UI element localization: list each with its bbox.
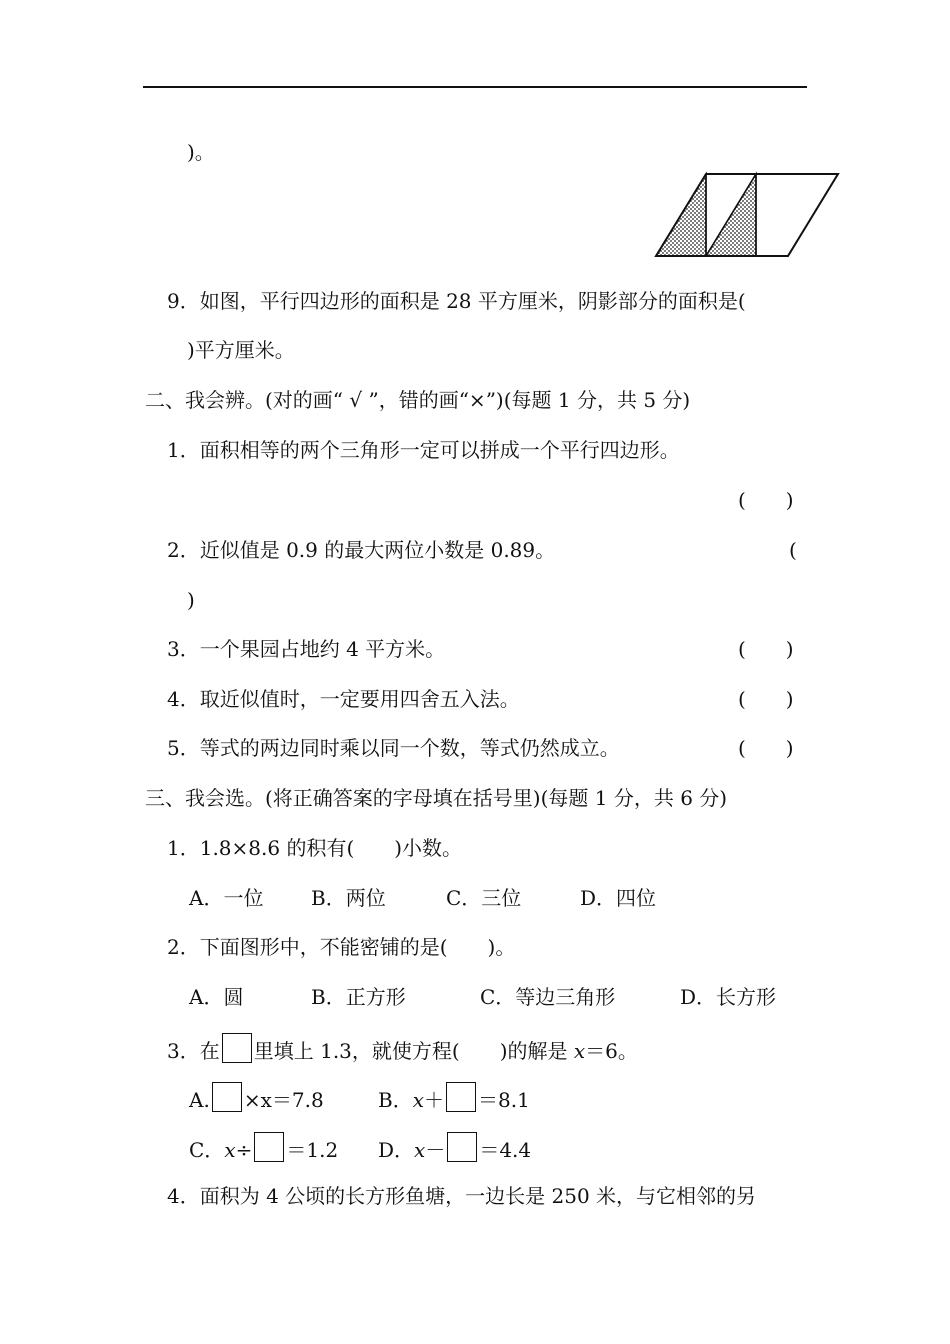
s2-item-3: 3．一个果园占地约 4 平方米。 <box>167 637 446 661</box>
s3-q3-option-a-label: A. <box>189 1088 210 1112</box>
s2-item-3-answer-paren[interactable]: ( ) <box>738 637 794 661</box>
s3-q3-option-b[interactable] <box>378 1082 530 1114</box>
blank-box <box>447 1132 477 1162</box>
s3-q3-option-d[interactable] <box>378 1132 531 1164</box>
s3-q3-option-d-label: D． <box>378 1138 415 1162</box>
s3-q3-option-b-rest: ＝8.1 <box>477 1088 530 1112</box>
s3-q4-stem: 4．面积为 4 公顷的长方形鱼塘，一边长是 250 米，与它相邻的另 <box>167 1184 757 1208</box>
s3-q1-option-d[interactable]: D．四位 <box>580 886 657 910</box>
s2-item-2-paren-open[interactable]: ( <box>789 538 797 562</box>
s3-q3-option-d-var: x <box>414 1138 426 1162</box>
s3-q3-option-b-var: x <box>412 1088 424 1112</box>
s3-q1-stem: 1．1.8×8.6 的积有( )小数。 <box>167 836 463 860</box>
s3-q1-option-b[interactable]: B．两位 <box>311 886 386 910</box>
s3-q3-option-c-var: x <box>224 1138 236 1162</box>
s3-q3-stem-part-a: 3．在 <box>167 1039 220 1063</box>
s3-q3-option-b-label: B． <box>378 1088 413 1112</box>
s3-q3-option-c-rest: ＝1.2 <box>286 1138 339 1162</box>
s3-q3-option-a[interactable] <box>189 1082 324 1114</box>
s3-q2-stem: 2．下面图形中，不能密铺的是( )。 <box>167 935 516 959</box>
s2-item-5: 5．等式的两边同时乘以同一个数，等式仍然成立。 <box>167 736 620 760</box>
q9-line1: 9．如图，平行四边形的面积是 28 平方厘米，阴影部分的面积是( <box>167 289 746 313</box>
header-rule <box>143 86 807 88</box>
q9-line2: )平方厘米。 <box>187 338 295 362</box>
s3-q3-option-d-rest: ＝4.4 <box>479 1138 532 1162</box>
s3-q3-option-d-op: － <box>425 1138 446 1162</box>
top-fragment: )。 <box>187 140 215 164</box>
blank-box <box>254 1132 284 1162</box>
blank-box <box>446 1082 476 1112</box>
s2-item-4-answer-paren[interactable]: ( ) <box>738 687 794 711</box>
s3-q3-option-c-label: C． <box>189 1138 225 1162</box>
s3-q2-option-a[interactable]: A．圆 <box>189 985 244 1009</box>
s3-q3-option-a-times: ×x <box>243 1088 272 1112</box>
s3-q2-option-b[interactable]: B．正方形 <box>311 985 406 1009</box>
s3-q2-option-d[interactable]: D．长方形 <box>680 985 777 1009</box>
blank-box <box>222 1033 252 1063</box>
s2-item-1: 1．面积相等的两个三角形一定可以拼成一个平行四边形。 <box>167 438 680 462</box>
section3-header: 三、我会选。(将正确答案的字母填在括号里)(每题 1 分，共 6 分) <box>145 786 728 810</box>
s3-q2-option-c[interactable]: C．等边三角形 <box>480 985 616 1009</box>
s3-q1-option-c[interactable]: C．三位 <box>446 886 522 910</box>
s2-item-2: 2．近似值是 0.9 的最大两位小数是 0.89。 <box>167 538 556 562</box>
section2-header: 二、我会辨。(对的画“ √ ”，错的画“×”)(每题 1 分，共 5 分) <box>145 388 691 412</box>
s2-item-1-answer-paren[interactable]: ( ) <box>738 488 794 512</box>
s3-q3-option-a-rest: ＝7.8 <box>271 1088 324 1112</box>
s3-q1-option-a[interactable]: A．一位 <box>189 886 264 910</box>
s3-q3-stem-part-c: ＝6。 <box>585 1039 638 1063</box>
s3-q3-option-b-op: ＋ <box>423 1088 444 1112</box>
s3-q3-stem-part-b: 里填上 1.3，就使方程( )的解是 <box>253 1039 574 1063</box>
s2-item-2-paren-close: ) <box>187 588 195 612</box>
blank-box <box>212 1082 242 1112</box>
s3-q3-option-c[interactable] <box>189 1132 338 1164</box>
s2-item-4: 4．取近似值时，一定要用四舍五入法。 <box>167 687 520 711</box>
s2-item-5-answer-paren[interactable]: ( ) <box>738 736 794 760</box>
s3-q3-stem <box>167 1033 638 1065</box>
s3-q3-option-c-op: ÷ <box>235 1138 253 1162</box>
parallelogram-figure <box>650 168 840 260</box>
s3-q3-var: x <box>573 1039 586 1063</box>
